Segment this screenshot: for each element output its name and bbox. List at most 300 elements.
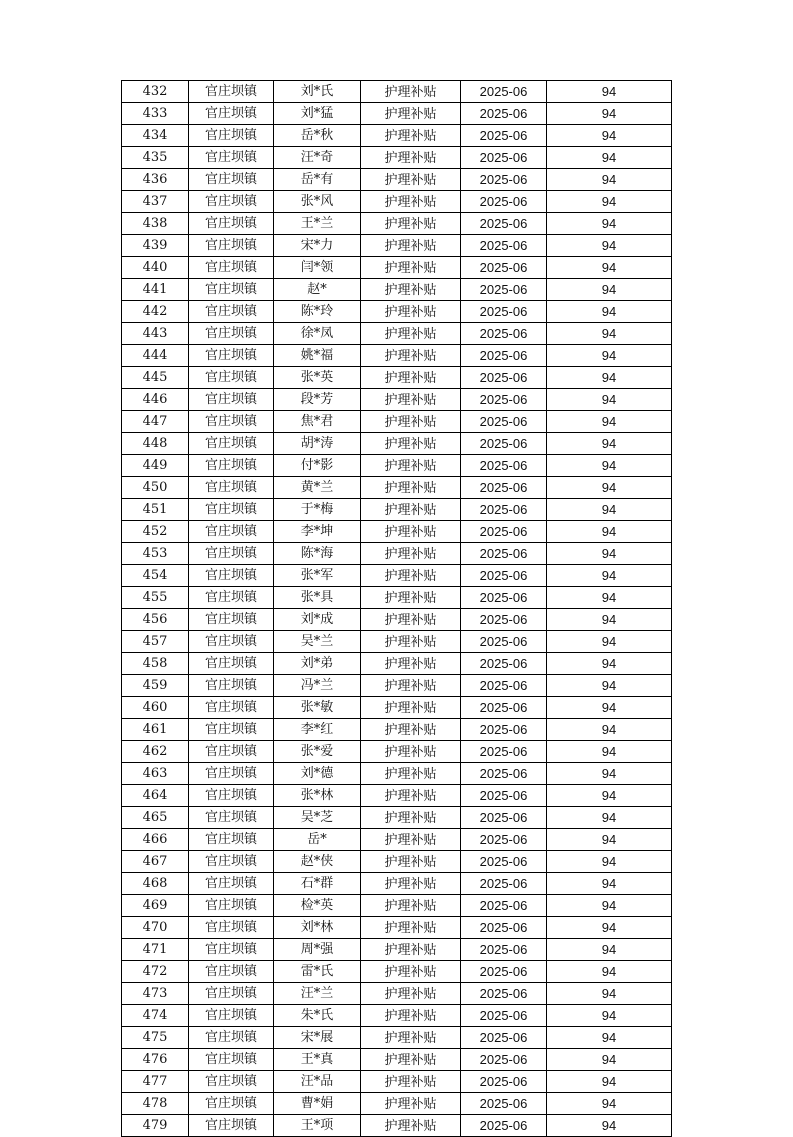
cell-subsidy-type: 护理补贴 — [361, 125, 461, 147]
cell-period: 2025-06 — [461, 609, 547, 631]
table-row — [122, 653, 672, 675]
cell-subsidy-type: 护理补贴 — [361, 191, 461, 213]
cell-period: 2025-06 — [461, 785, 547, 807]
cell-subsidy-type: 护理补贴 — [361, 301, 461, 323]
cell-subsidy-type: 护理补贴 — [361, 477, 461, 499]
cell-serial-number: 472 — [122, 961, 189, 983]
table-row — [122, 609, 672, 631]
cell-period: 2025-06 — [461, 543, 547, 565]
cell-amount: 94 — [547, 279, 672, 301]
cell-recipient-name: 张*军 — [274, 565, 361, 587]
cell-serial-number: 444 — [122, 345, 189, 367]
cell-amount: 94 — [547, 675, 672, 697]
cell-serial-number: 432 — [122, 81, 189, 103]
cell-recipient-name: 张*风 — [274, 191, 361, 213]
cell-serial-number: 456 — [122, 609, 189, 631]
cell-recipient-name: 刘*弟 — [274, 653, 361, 675]
cell-town: 官庄坝镇 — [189, 763, 274, 785]
table-row — [122, 191, 672, 213]
table-row — [122, 697, 672, 719]
cell-period: 2025-06 — [461, 279, 547, 301]
table-row — [122, 741, 672, 763]
cell-amount: 94 — [547, 631, 672, 653]
cell-amount: 94 — [547, 1027, 672, 1049]
cell-serial-number: 440 — [122, 257, 189, 279]
cell-period: 2025-06 — [461, 763, 547, 785]
cell-town: 官庄坝镇 — [189, 499, 274, 521]
cell-town: 官庄坝镇 — [189, 807, 274, 829]
cell-recipient-name: 朱*氏 — [274, 1005, 361, 1027]
cell-subsidy-type: 护理补贴 — [361, 653, 461, 675]
cell-subsidy-type: 护理补贴 — [361, 411, 461, 433]
cell-subsidy-type: 护理补贴 — [361, 587, 461, 609]
cell-amount: 94 — [547, 213, 672, 235]
cell-period: 2025-06 — [461, 719, 547, 741]
cell-town: 官庄坝镇 — [189, 609, 274, 631]
cell-subsidy-type: 护理补贴 — [361, 1005, 461, 1027]
cell-serial-number: 436 — [122, 169, 189, 191]
cell-recipient-name: 刘*猛 — [274, 103, 361, 125]
cell-serial-number: 476 — [122, 1049, 189, 1071]
cell-amount: 94 — [547, 1093, 672, 1115]
cell-town: 官庄坝镇 — [189, 917, 274, 939]
table-row — [122, 1027, 672, 1049]
cell-subsidy-type: 护理补贴 — [361, 873, 461, 895]
cell-period: 2025-06 — [461, 257, 547, 279]
table-row — [122, 543, 672, 565]
cell-serial-number: 458 — [122, 653, 189, 675]
cell-town: 官庄坝镇 — [189, 983, 274, 1005]
table-row — [122, 433, 672, 455]
cell-serial-number: 433 — [122, 103, 189, 125]
cell-subsidy-type: 护理补贴 — [361, 609, 461, 631]
cell-subsidy-type: 护理补贴 — [361, 1049, 461, 1071]
cell-serial-number: 449 — [122, 455, 189, 477]
cell-serial-number: 446 — [122, 389, 189, 411]
cell-town: 官庄坝镇 — [189, 1093, 274, 1115]
cell-period: 2025-06 — [461, 411, 547, 433]
cell-amount: 94 — [547, 1115, 672, 1137]
cell-town: 官庄坝镇 — [189, 521, 274, 543]
cell-serial-number: 465 — [122, 807, 189, 829]
cell-town: 官庄坝镇 — [189, 631, 274, 653]
cell-recipient-name: 刘*德 — [274, 763, 361, 785]
cell-subsidy-type: 护理补贴 — [361, 565, 461, 587]
cell-amount: 94 — [547, 477, 672, 499]
cell-subsidy-type: 护理补贴 — [361, 257, 461, 279]
cell-recipient-name: 检*英 — [274, 895, 361, 917]
cell-amount: 94 — [547, 565, 672, 587]
cell-recipient-name: 汪*兰 — [274, 983, 361, 1005]
cell-amount: 94 — [547, 521, 672, 543]
cell-amount: 94 — [547, 1005, 672, 1027]
table-row — [122, 851, 672, 873]
cell-subsidy-type: 护理补贴 — [361, 807, 461, 829]
cell-amount: 94 — [547, 301, 672, 323]
cell-recipient-name: 雷*氏 — [274, 961, 361, 983]
cell-period: 2025-06 — [461, 895, 547, 917]
table-row — [122, 719, 672, 741]
table-row — [122, 895, 672, 917]
cell-town: 官庄坝镇 — [189, 697, 274, 719]
cell-subsidy-type: 护理补贴 — [361, 719, 461, 741]
cell-town: 官庄坝镇 — [189, 455, 274, 477]
cell-town: 官庄坝镇 — [189, 301, 274, 323]
subsidy-table — [121, 80, 672, 1137]
cell-amount: 94 — [547, 411, 672, 433]
cell-recipient-name: 陈*玲 — [274, 301, 361, 323]
cell-period: 2025-06 — [461, 939, 547, 961]
cell-period: 2025-06 — [461, 1093, 547, 1115]
cell-amount: 94 — [547, 389, 672, 411]
cell-recipient-name: 周*强 — [274, 939, 361, 961]
table-row — [122, 279, 672, 301]
cell-recipient-name: 刘*成 — [274, 609, 361, 631]
cell-town: 官庄坝镇 — [189, 279, 274, 301]
cell-recipient-name: 焦*君 — [274, 411, 361, 433]
cell-subsidy-type: 护理补贴 — [361, 235, 461, 257]
cell-recipient-name: 石*群 — [274, 873, 361, 895]
cell-period: 2025-06 — [461, 587, 547, 609]
cell-period: 2025-06 — [461, 301, 547, 323]
cell-subsidy-type: 护理补贴 — [361, 323, 461, 345]
table-row — [122, 125, 672, 147]
table-row — [122, 455, 672, 477]
cell-subsidy-type: 护理补贴 — [361, 213, 461, 235]
cell-town: 官庄坝镇 — [189, 543, 274, 565]
cell-period: 2025-06 — [461, 653, 547, 675]
cell-recipient-name: 张*林 — [274, 785, 361, 807]
cell-amount: 94 — [547, 653, 672, 675]
table-row — [122, 631, 672, 653]
cell-town: 官庄坝镇 — [189, 785, 274, 807]
subsidy-table-body — [122, 81, 672, 1137]
table-row — [122, 587, 672, 609]
cell-town: 官庄坝镇 — [189, 1049, 274, 1071]
cell-recipient-name: 王*项 — [274, 1115, 361, 1137]
cell-subsidy-type: 护理补贴 — [361, 917, 461, 939]
cell-town: 官庄坝镇 — [189, 565, 274, 587]
cell-town: 官庄坝镇 — [189, 433, 274, 455]
cell-period: 2025-06 — [461, 147, 547, 169]
cell-period: 2025-06 — [461, 103, 547, 125]
table-row — [122, 323, 672, 345]
cell-serial-number: 474 — [122, 1005, 189, 1027]
cell-period: 2025-06 — [461, 807, 547, 829]
cell-amount: 94 — [547, 851, 672, 873]
cell-recipient-name: 赵*侠 — [274, 851, 361, 873]
cell-amount: 94 — [547, 917, 672, 939]
cell-serial-number: 475 — [122, 1027, 189, 1049]
cell-town: 官庄坝镇 — [189, 191, 274, 213]
cell-amount: 94 — [547, 235, 672, 257]
cell-town: 官庄坝镇 — [189, 213, 274, 235]
cell-serial-number: 443 — [122, 323, 189, 345]
cell-town: 官庄坝镇 — [189, 873, 274, 895]
cell-amount: 94 — [547, 191, 672, 213]
cell-period: 2025-06 — [461, 741, 547, 763]
cell-amount: 94 — [547, 147, 672, 169]
cell-amount: 94 — [547, 323, 672, 345]
cell-subsidy-type: 护理补贴 — [361, 499, 461, 521]
cell-subsidy-type: 护理补贴 — [361, 1093, 461, 1115]
cell-serial-number: 434 — [122, 125, 189, 147]
cell-serial-number: 468 — [122, 873, 189, 895]
table-row — [122, 807, 672, 829]
cell-serial-number: 477 — [122, 1071, 189, 1093]
cell-town: 官庄坝镇 — [189, 411, 274, 433]
cell-amount: 94 — [547, 455, 672, 477]
cell-period: 2025-06 — [461, 1027, 547, 1049]
cell-period: 2025-06 — [461, 675, 547, 697]
cell-subsidy-type: 护理补贴 — [361, 961, 461, 983]
cell-subsidy-type: 护理补贴 — [361, 741, 461, 763]
cell-town: 官庄坝镇 — [189, 1115, 274, 1137]
table-row — [122, 873, 672, 895]
cell-subsidy-type: 护理补贴 — [361, 895, 461, 917]
cell-recipient-name: 宋*力 — [274, 235, 361, 257]
cell-recipient-name: 徐*凤 — [274, 323, 361, 345]
cell-town: 官庄坝镇 — [189, 587, 274, 609]
cell-recipient-name: 李*坤 — [274, 521, 361, 543]
cell-subsidy-type: 护理补贴 — [361, 829, 461, 851]
cell-subsidy-type: 护理补贴 — [361, 147, 461, 169]
cell-serial-number: 448 — [122, 433, 189, 455]
cell-serial-number: 441 — [122, 279, 189, 301]
cell-recipient-name: 汪*奇 — [274, 147, 361, 169]
table-row — [122, 1115, 672, 1137]
cell-recipient-name: 李*红 — [274, 719, 361, 741]
cell-town: 官庄坝镇 — [189, 1071, 274, 1093]
cell-serial-number: 457 — [122, 631, 189, 653]
cell-serial-number: 479 — [122, 1115, 189, 1137]
cell-recipient-name: 岳*有 — [274, 169, 361, 191]
cell-town: 官庄坝镇 — [189, 829, 274, 851]
cell-recipient-name: 吴*芝 — [274, 807, 361, 829]
cell-amount: 94 — [547, 81, 672, 103]
cell-period: 2025-06 — [461, 521, 547, 543]
cell-recipient-name: 刘*氏 — [274, 81, 361, 103]
cell-subsidy-type: 护理补贴 — [361, 763, 461, 785]
cell-period: 2025-06 — [461, 917, 547, 939]
cell-serial-number: 452 — [122, 521, 189, 543]
cell-amount: 94 — [547, 543, 672, 565]
cell-serial-number: 469 — [122, 895, 189, 917]
cell-recipient-name: 陈*海 — [274, 543, 361, 565]
cell-town: 官庄坝镇 — [189, 257, 274, 279]
cell-subsidy-type: 护理补贴 — [361, 1115, 461, 1137]
cell-period: 2025-06 — [461, 477, 547, 499]
cell-serial-number: 454 — [122, 565, 189, 587]
cell-recipient-name: 吴*兰 — [274, 631, 361, 653]
cell-subsidy-type: 护理补贴 — [361, 983, 461, 1005]
cell-amount: 94 — [547, 345, 672, 367]
table-row — [122, 411, 672, 433]
cell-serial-number: 453 — [122, 543, 189, 565]
table-row — [122, 917, 672, 939]
cell-period: 2025-06 — [461, 697, 547, 719]
cell-town: 官庄坝镇 — [189, 367, 274, 389]
cell-subsidy-type: 护理补贴 — [361, 631, 461, 653]
cell-recipient-name: 宋*展 — [274, 1027, 361, 1049]
cell-period: 2025-06 — [461, 1005, 547, 1027]
cell-subsidy-type: 护理补贴 — [361, 279, 461, 301]
cell-amount: 94 — [547, 873, 672, 895]
cell-recipient-name: 张*具 — [274, 587, 361, 609]
cell-period: 2025-06 — [461, 81, 547, 103]
cell-subsidy-type: 护理补贴 — [361, 433, 461, 455]
cell-amount: 94 — [547, 103, 672, 125]
cell-subsidy-type: 护理补贴 — [361, 675, 461, 697]
table-row — [122, 213, 672, 235]
cell-subsidy-type: 护理补贴 — [361, 389, 461, 411]
cell-serial-number: 471 — [122, 939, 189, 961]
cell-town: 官庄坝镇 — [189, 147, 274, 169]
cell-serial-number: 463 — [122, 763, 189, 785]
cell-amount: 94 — [547, 367, 672, 389]
cell-serial-number: 445 — [122, 367, 189, 389]
cell-amount: 94 — [547, 829, 672, 851]
cell-serial-number: 450 — [122, 477, 189, 499]
cell-recipient-name: 曹*娟 — [274, 1093, 361, 1115]
cell-subsidy-type: 护理补贴 — [361, 1027, 461, 1049]
cell-recipient-name: 黄*兰 — [274, 477, 361, 499]
table-row — [122, 675, 672, 697]
cell-serial-number: 466 — [122, 829, 189, 851]
cell-subsidy-type: 护理补贴 — [361, 81, 461, 103]
cell-subsidy-type: 护理补贴 — [361, 543, 461, 565]
cell-town: 官庄坝镇 — [189, 719, 274, 741]
cell-town: 官庄坝镇 — [189, 851, 274, 873]
table-row — [122, 81, 672, 103]
cell-town: 官庄坝镇 — [189, 653, 274, 675]
cell-recipient-name: 张*英 — [274, 367, 361, 389]
cell-serial-number: 461 — [122, 719, 189, 741]
cell-period: 2025-06 — [461, 169, 547, 191]
cell-amount: 94 — [547, 697, 672, 719]
table-row — [122, 477, 672, 499]
cell-amount: 94 — [547, 433, 672, 455]
cell-amount: 94 — [547, 719, 672, 741]
cell-serial-number: 462 — [122, 741, 189, 763]
cell-town: 官庄坝镇 — [189, 103, 274, 125]
table-row — [122, 939, 672, 961]
table-row — [122, 257, 672, 279]
cell-serial-number: 455 — [122, 587, 189, 609]
cell-amount: 94 — [547, 1049, 672, 1071]
cell-serial-number: 442 — [122, 301, 189, 323]
cell-period: 2025-06 — [461, 213, 547, 235]
cell-recipient-name: 于*梅 — [274, 499, 361, 521]
cell-subsidy-type: 护理补贴 — [361, 939, 461, 961]
cell-recipient-name: 刘*林 — [274, 917, 361, 939]
cell-period: 2025-06 — [461, 873, 547, 895]
cell-recipient-name: 闫*领 — [274, 257, 361, 279]
cell-town: 官庄坝镇 — [189, 477, 274, 499]
cell-serial-number: 459 — [122, 675, 189, 697]
cell-subsidy-type: 护理补贴 — [361, 169, 461, 191]
cell-serial-number: 478 — [122, 1093, 189, 1115]
cell-town: 官庄坝镇 — [189, 895, 274, 917]
table-row — [122, 1049, 672, 1071]
cell-period: 2025-06 — [461, 961, 547, 983]
cell-period: 2025-06 — [461, 829, 547, 851]
cell-period: 2025-06 — [461, 433, 547, 455]
cell-amount: 94 — [547, 895, 672, 917]
cell-recipient-name: 姚*福 — [274, 345, 361, 367]
cell-period: 2025-06 — [461, 235, 547, 257]
cell-serial-number: 438 — [122, 213, 189, 235]
table-row — [122, 301, 672, 323]
table-row — [122, 829, 672, 851]
cell-period: 2025-06 — [461, 1049, 547, 1071]
cell-period: 2025-06 — [461, 367, 547, 389]
table-row — [122, 1005, 672, 1027]
table-row — [122, 763, 672, 785]
cell-amount: 94 — [547, 169, 672, 191]
cell-subsidy-type: 护理补贴 — [361, 697, 461, 719]
cell-recipient-name: 岳*秋 — [274, 125, 361, 147]
cell-serial-number: 435 — [122, 147, 189, 169]
cell-serial-number: 439 — [122, 235, 189, 257]
cell-town: 官庄坝镇 — [189, 389, 274, 411]
cell-recipient-name: 汪*品 — [274, 1071, 361, 1093]
cell-amount: 94 — [547, 939, 672, 961]
cell-recipient-name: 岳* — [274, 829, 361, 851]
table-row — [122, 345, 672, 367]
cell-period: 2025-06 — [461, 1115, 547, 1137]
table-row — [122, 1071, 672, 1093]
cell-period: 2025-06 — [461, 389, 547, 411]
cell-amount: 94 — [547, 961, 672, 983]
cell-period: 2025-06 — [461, 565, 547, 587]
cell-amount: 94 — [547, 785, 672, 807]
table-row — [122, 521, 672, 543]
cell-amount: 94 — [547, 609, 672, 631]
cell-town: 官庄坝镇 — [189, 741, 274, 763]
table-row — [122, 389, 672, 411]
cell-period: 2025-06 — [461, 851, 547, 873]
cell-subsidy-type: 护理补贴 — [361, 521, 461, 543]
cell-amount: 94 — [547, 741, 672, 763]
cell-amount: 94 — [547, 763, 672, 785]
table-row — [122, 565, 672, 587]
cell-serial-number: 460 — [122, 697, 189, 719]
cell-subsidy-type: 护理补贴 — [361, 1071, 461, 1093]
cell-town: 官庄坝镇 — [189, 81, 274, 103]
cell-amount: 94 — [547, 1071, 672, 1093]
cell-town: 官庄坝镇 — [189, 961, 274, 983]
cell-subsidy-type: 护理补贴 — [361, 345, 461, 367]
cell-serial-number: 451 — [122, 499, 189, 521]
table-row — [122, 961, 672, 983]
cell-amount: 94 — [547, 125, 672, 147]
cell-town: 官庄坝镇 — [189, 1027, 274, 1049]
cell-serial-number: 470 — [122, 917, 189, 939]
cell-period: 2025-06 — [461, 983, 547, 1005]
cell-recipient-name: 付*影 — [274, 455, 361, 477]
cell-recipient-name: 冯*兰 — [274, 675, 361, 697]
cell-amount: 94 — [547, 257, 672, 279]
cell-town: 官庄坝镇 — [189, 235, 274, 257]
cell-town: 官庄坝镇 — [189, 939, 274, 961]
cell-period: 2025-06 — [461, 345, 547, 367]
cell-recipient-name: 张*敏 — [274, 697, 361, 719]
cell-subsidy-type: 护理补贴 — [361, 785, 461, 807]
cell-town: 官庄坝镇 — [189, 125, 274, 147]
cell-town: 官庄坝镇 — [189, 1005, 274, 1027]
table-row — [122, 1093, 672, 1115]
